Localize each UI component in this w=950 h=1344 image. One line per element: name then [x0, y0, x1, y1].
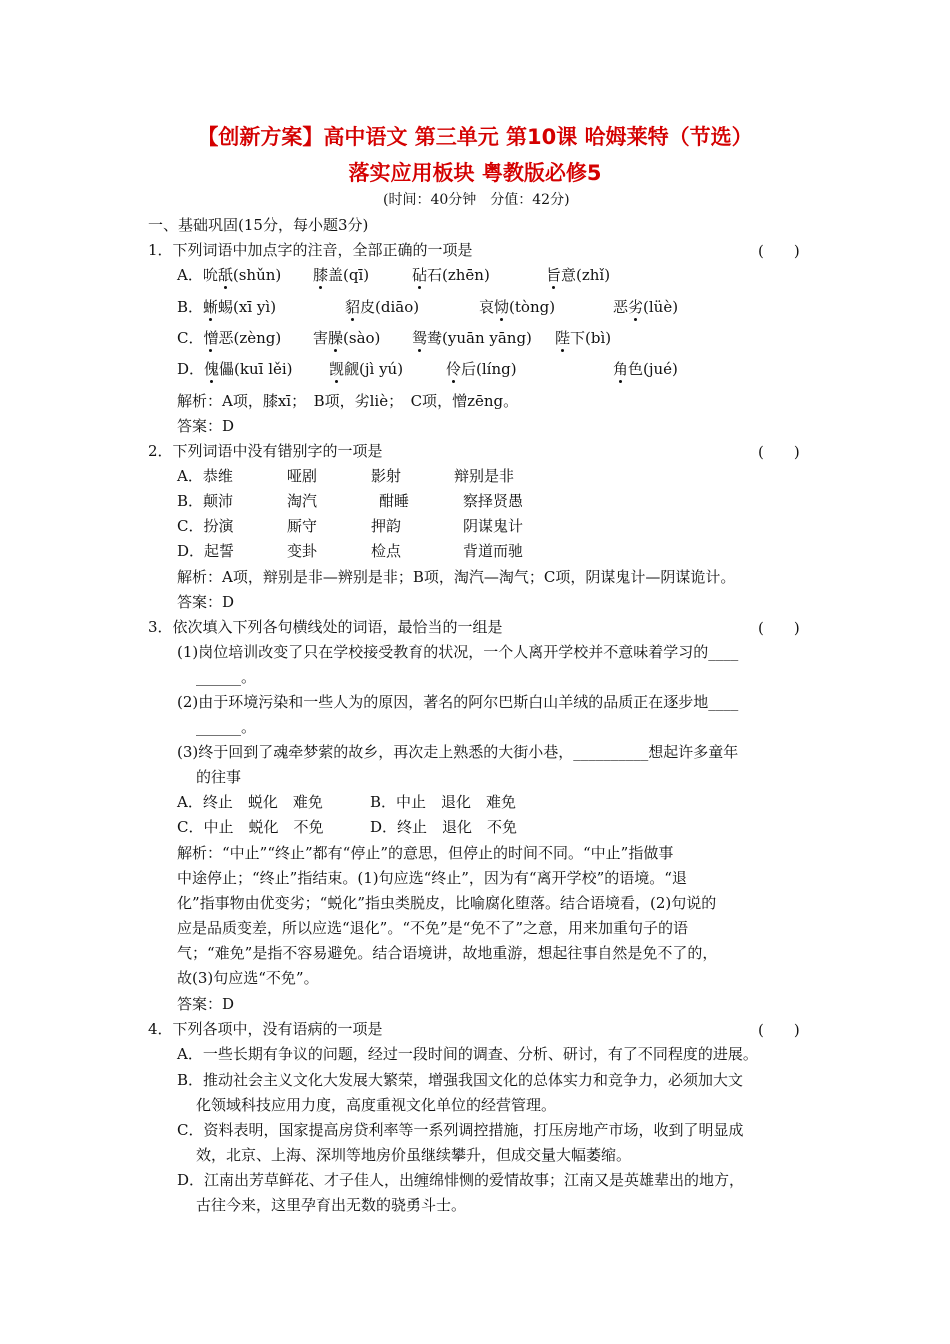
section-heading: 一、基础巩固(15分，每小题3分) — [148, 216, 369, 234]
q4-option-c-1: C．资料表明，国家提高房贷利率等一系列调控措施，打压房地产市场，收到了明显成 — [177, 1121, 744, 1139]
q1-option-pinyin: 石(zhēn) — [427, 266, 490, 284]
q1-dotted-char: 憎 — [203, 329, 219, 347]
q1-option-text: 吮 — [202, 266, 218, 284]
q1-option-c-4 — [555, 328, 611, 348]
q1-option-a-3 — [412, 265, 490, 285]
q2-option-c-3: 押韵 — [371, 517, 402, 535]
q1-option-pinyin: 后(líng) — [461, 360, 517, 378]
q2-option-d-3: 检点 — [371, 542, 402, 560]
q2-option-a-2: 哑剧 — [287, 467, 318, 485]
q1-option-c-3 — [412, 328, 532, 348]
q1-option-b-2 — [345, 297, 419, 317]
q1-dotted-char: 觊 — [329, 360, 345, 378]
q1-option-text: 恶 — [613, 298, 629, 316]
q1-dotted-char: 舐 — [217, 266, 233, 284]
q1-option-pinyin: 儡(kuī lěi) — [219, 360, 293, 378]
q3-analysis-3: 化”指事物由优变劣；“蜕化”指虫类脱皮，比喻腐化堕落。结合语境看，(2)句说的 — [177, 894, 717, 912]
q2-option-c-4: 阴谋鬼计 — [463, 517, 524, 535]
q1-option-b-1 — [177, 297, 276, 317]
q1-option-pinyin: 下(bì) — [570, 329, 612, 347]
q4-answer-paren: ( ) — [758, 1021, 800, 1039]
q4-option-c-2: 效，北京、上海、深圳等地房价虽继续攀升，但成交量大幅萎缩。 — [196, 1146, 632, 1164]
q2-analysis: 解析：A项，辩别是非—辨别是非；B项，淘汽—淘气；C项，阴谋鬼计—阴谋诡计。 — [177, 568, 736, 586]
q3-analysis-4: 应是品质变差，所以应选“退化”。“不免”是“免不了”之意，用来加重句子的语 — [177, 919, 689, 937]
q1-option-pinyin: 意(zhǐ) — [561, 266, 611, 284]
q3-sentence-2: (2)由于环境污染和一些人为的原因，著名的阿尔巴斯白山羊绒的品质正在逐步地____ — [177, 693, 739, 711]
q3-sentence-3: (3)终于回到了魂牵梦萦的故乡，再次走上熟悉的大街小巷，__________想起许多童年 — [177, 743, 739, 761]
q4-stem: 4．下列各项中，没有语病的一项是 — [148, 1020, 383, 1038]
q3-analysis-2: 中途停止；“终止”指结束。(1)句应选“终止”，因为有“离开学校”的语境。“退 — [177, 869, 687, 887]
q3-option-b: B．中止 退化 难免 — [370, 793, 517, 811]
q1-option-pinyin: 恶(zèng) — [218, 329, 282, 347]
q1-option-pinyin: (tòng) — [509, 298, 556, 316]
q1-option-text: 哀 — [479, 298, 495, 316]
q3-analysis-1: 解析：“中止”“终止”都有“停止”的意思，但停止的时间不同。“中止”指做事 — [177, 844, 674, 862]
q1-option-prefix: B． — [177, 298, 204, 316]
q2-option-d-2: 变卦 — [287, 542, 318, 560]
q2-option-b-4: 察择贤愚 — [463, 492, 524, 510]
q1-option-a-1 — [177, 265, 281, 285]
q1-option-prefix: C． — [177, 329, 204, 347]
q2-option-c-1: C．扮演 — [177, 517, 234, 535]
q1-option-prefix: A． — [177, 266, 203, 284]
q1-answer-paren: ( ) — [758, 242, 800, 260]
q1-option-d-1 — [177, 359, 293, 379]
q1-option-b-4 — [613, 297, 678, 317]
q4-option-d-1: D．江南出芳草鲜花、才子佳人，出缠绵悱恻的爱情故事；江南又是英雄辈出的地方， — [177, 1171, 745, 1189]
q3-sentence-1: (1)岗位培训改变了只在学校接受教育的状况，一个人离开学校并不意味着学习的____ — [177, 643, 739, 661]
q1-option-pinyin: 鸯(yuān yāng) — [427, 329, 532, 347]
q4-option-d-2: 古往今来，这里孕育出无数的骁勇斗士。 — [196, 1196, 467, 1214]
q1-option-a-4 — [546, 265, 610, 285]
q3-option-c: C．中止 蜕化 不免 — [177, 818, 324, 836]
q1-option-c-1 — [177, 328, 281, 348]
q2-option-a-4: 辩别是非 — [454, 467, 515, 485]
q3-analysis-6: 故(3)句应选“不免”。 — [177, 969, 319, 987]
q1-option-pinyin: 盖(qī) — [328, 266, 370, 284]
q1-dotted-char: 伶 — [446, 360, 462, 378]
q2-answer-paren: ( ) — [758, 443, 800, 461]
q1-option-pinyin: (shǔn) — [232, 266, 282, 284]
q1-dotted-char: 角 — [613, 360, 629, 378]
title-line-1: 【创新方案】高中语文 第三单元 第10课 哈姆莱特（节选） — [197, 125, 753, 149]
q3-answer-paren: ( ) — [758, 619, 800, 637]
q3-option-a: A．终止 蜕化 难免 — [177, 793, 323, 811]
q1-dotted-char: 劣 — [628, 298, 644, 316]
q1-dotted-char: 臊 — [328, 329, 344, 347]
q1-dotted-char: 旨 — [546, 266, 562, 284]
q2-option-d-4: 背道而驰 — [463, 542, 524, 560]
q1-dotted-char: 傀 — [204, 360, 220, 378]
q1-option-pinyin: 皮(diāo) — [360, 298, 420, 316]
q1-dotted-char: 陛 — [555, 329, 571, 347]
q3-sentence-1-cont: ______。 — [196, 668, 257, 686]
q1-option-a-2 — [313, 265, 369, 285]
q1-option-prefix: D． — [177, 360, 205, 378]
q4-option-b-2: 化领域科技应用力度，高度重视文化单位的经营管理。 — [196, 1096, 557, 1114]
q1-dotted-char: 膝 — [313, 266, 329, 284]
time-score-meta: (时间：40分钟 分值：42分) — [383, 192, 570, 208]
q1-option-d-2 — [329, 359, 403, 379]
q1-option-pinyin: (sào) — [343, 329, 381, 347]
q1-option-text: 害 — [313, 329, 329, 347]
q1-option-b-3 — [479, 297, 555, 317]
q3-sentence-2-cont: ______。 — [196, 718, 257, 736]
q4-option-a: A．一些长期有争议的问题，经过一段时间的调查、分析、研讨，有了不同程度的进展。 — [177, 1045, 758, 1063]
q3-stem: 3．依次填入下列各句横线处的词语，最恰当的一组是 — [148, 618, 503, 636]
q1-option-pinyin: 觎(jì yú) — [344, 360, 404, 378]
q1-dotted-char: 鸳 — [412, 329, 428, 347]
q1-analysis: 解析：A项，膝xī； B项，劣liè； C项，憎zēng。 — [177, 392, 519, 410]
q2-option-d-1: D．起誓 — [177, 542, 235, 560]
q2-stem: 2．下列词语中没有错别字的一项是 — [148, 442, 383, 460]
q2-option-c-2: 厮守 — [287, 517, 318, 535]
title-line-2: 落实应用板块 粤教版必修5 — [348, 161, 602, 185]
q1-dotted-char: 貂 — [345, 298, 361, 316]
q3-analysis-5: 气；“难免”是指不容易避免。结合语境讲，故地重游，想起往事自然是免不了的， — [177, 944, 718, 962]
q1-stem: 1．下列词语中加点字的注音，全部正确的一项是 — [148, 241, 473, 259]
q3-option-d: D．终止 退化 不免 — [370, 818, 518, 836]
q2-option-b-3: 酣睡 — [379, 492, 410, 510]
q3-answer: 答案：D — [177, 995, 235, 1013]
q1-dotted-char: 砧 — [412, 266, 428, 284]
q2-answer: 答案：D — [177, 593, 235, 611]
q1-option-pinyin: 蜴(xī yì) — [218, 298, 277, 316]
q2-option-b-1: B．颠沛 — [177, 492, 234, 510]
q2-option-a-3: 影射 — [371, 467, 402, 485]
q3-sentence-3-cont: 的往事 — [196, 768, 242, 786]
q1-option-pinyin: 色(jué) — [628, 360, 678, 378]
q2-option-b-2: 淘汽 — [287, 492, 318, 510]
q1-option-c-2 — [313, 328, 380, 348]
q1-dotted-char: 恸 — [494, 298, 510, 316]
q1-dotted-char: 蜥 — [203, 298, 219, 316]
q1-option-pinyin: (lüè) — [643, 298, 679, 316]
q1-option-d-3 — [446, 359, 517, 379]
q4-option-b-1: B．推动社会主义文化大发展大繁荣，增强我国文化的总体实力和竞争力，必须加大文 — [177, 1071, 744, 1089]
q1-answer: 答案：D — [177, 417, 235, 435]
q2-option-a-1: A．恭维 — [177, 467, 233, 485]
q1-option-d-4 — [613, 359, 678, 379]
